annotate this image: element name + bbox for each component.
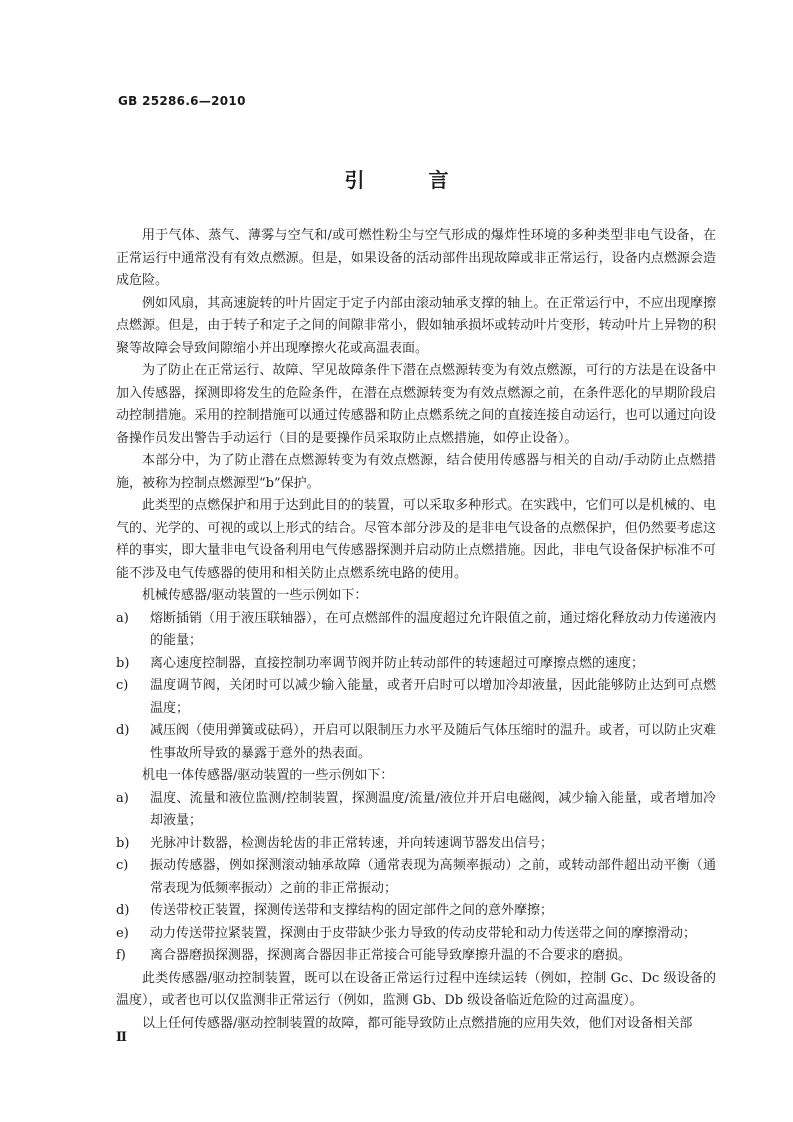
mechanical-list <box>116 608 716 766</box>
page-number: Ⅱ <box>116 1030 127 1045</box>
list-item <box>116 945 716 968</box>
intro-paragraph: 例如风扇，其高速旋转的叶片固定于定子内部由滚动轴承支撑的轴上。在正常运行中，不应出现摩擦点燃源。但是，由于转子和定子之间的间隙非常小，假如轴承损坏或转动叶片变形，转动叶片上异物的积聚等故障会导致间隙缩小并出现摩擦火花或高温表面。 <box>116 295 716 356</box>
intro-paragraph: 用于气体、蒸气、薄雾与空气和/或可燃性粉尘与空气形成的爆炸性环境的多种类型非电气设备，在正常运行中通常没有有效点燃源。但是，如果设备的活动部件出现故障或非正常运行，设备内点燃源会造成危险。 <box>116 228 716 288</box>
list-item <box>116 720 716 765</box>
list-item <box>116 653 716 676</box>
list-item-text: 熔断插销（用于液压联轴器），在可点燃部件的温度超过允许限值之前，通过熔化释放动力传递液内的能量； <box>150 610 716 648</box>
mechanical-list-heading: 机械传感器/驱动装置的一些示例如下： <box>142 588 368 603</box>
list-marker: c) <box>116 678 129 693</box>
closing-paragraph: 以上任何传感器/驱动控制装置的故障，都可能导致防止点燃措施的应用失效，他们对设备相关部 <box>142 1015 693 1031</box>
list-item-text: 减压阀（使用弹簧或砝码），开启可以限制压力水平及随后气体压缩时的温升。或者，可以防止灾难性事故所导致的暴露于意外的热表面。 <box>150 723 716 761</box>
list-marker: e) <box>116 925 129 941</box>
electromechanical-list-heading: 机电一体传感器/驱动装置的一些示例如下： <box>142 768 394 783</box>
list-marker: a) <box>116 790 129 806</box>
list-item-text: 温度、流量和液位监测/控制装置，探测温度/流量/液位并开启电磁阀，减少输入能量，或者增加冷却液量； <box>150 790 716 828</box>
list-marker: f) <box>116 948 126 963</box>
standard-number: GB 25286.6—2010 <box>118 94 246 108</box>
list-item-text: 温度调节阀，关闭时可以减少输入能量，或者开启时可以增加冷却液量，因此能够防止达到可点燃温度； <box>150 678 716 716</box>
list-item <box>116 833 716 856</box>
document-body <box>116 225 716 1035</box>
list-marker: a) <box>116 610 129 626</box>
list-item <box>116 900 716 923</box>
list-marker: c) <box>116 858 129 873</box>
list-item-text: 离合器磨损探测器，探测离合器因非正常接合可能导致摩擦升温的不合要求的磨损。 <box>150 948 632 963</box>
electromechanical-list <box>116 788 716 968</box>
list-marker: b) <box>116 835 130 851</box>
list-marker: d) <box>116 903 130 918</box>
list-item <box>116 923 716 946</box>
list-item <box>116 788 716 833</box>
list-marker: b) <box>116 655 130 671</box>
intro-paragraph: 为了防止在正常运行、故障、罕见故障条件下潜在点燃源转变为有效点燃源，可行的方法是在设备中加入传感器，探测即将发生的危险条件，在潜在点燃源转变为有效点燃源之前，在条件恶化的早期阶段启动控制措施。采用的控制措施可以通过传感器和防止点燃系统之间的直接连接自动运行，也可以通过向设备操作员发出警告手动运行（目的是要操作员采取防止点燃措施，如停止设备）。 <box>116 363 716 446</box>
intro-paragraph: 此类型的点燃保护和用于达到此目的的装置，可以采取多种形式。在实践中，它们可以是机械的、电气的、光学的、可视的或以上形式的结合。尽管本部分涉及的是非电气设备的点燃保护，但仍然要考虑这样的事实，即大量非电气设备利用电气传感器探测并启动防止点燃措施。因此，非电气设备保护标准不可能不涉及电气传感器的使用和相关防止点燃系统电路的使用。 <box>116 498 716 581</box>
list-item-text: 传送带校正装置，探测传送带和支撑结构的固定部件之间的意外摩擦； <box>150 903 554 918</box>
section-title: 引 言 <box>344 168 471 192</box>
list-item-text: 光脉冲计数器，检测齿轮齿的非正常转速，并向转速调节器发出信号； <box>150 835 554 851</box>
list-item <box>116 675 716 720</box>
list-marker: d) <box>116 723 130 738</box>
list-item-text: 振动传感器，例如探测滚动轴承故障（通常表现为高频率振动）之前，或转动部件超出动平衡（通常表现为低频率振动）之前的非正常振动； <box>150 858 716 896</box>
intro-paragraph: 本部分中，为了防止潜在点燃源转变为有效点燃源，结合使用传感器与相关的自动/手动防止点燃措施，被称为控制点燃源型“b”保护。 <box>116 453 716 491</box>
closing-paragraph: 此类传感器/驱动控制装置，既可以在设备正常运行过程中连续运转（例如，控制 Gc、Dc 级设备的温度），或者也可以仅监测非正常运行（例如，监测 Gb、Db 级设备临近危险的过高温度）。 <box>116 970 716 1008</box>
list-item <box>116 608 716 653</box>
list-item <box>116 855 716 900</box>
list-item-text: 离心速度控制器，直接控制功率调节阀并防止转动部件的转速超过可摩擦点燃的速度； <box>150 655 645 671</box>
list-item-text: 动力传送带拉紧装置，探测由于皮带缺少张力导致的传动皮带轮和动力传送带之间的摩擦滑动； <box>150 925 697 941</box>
